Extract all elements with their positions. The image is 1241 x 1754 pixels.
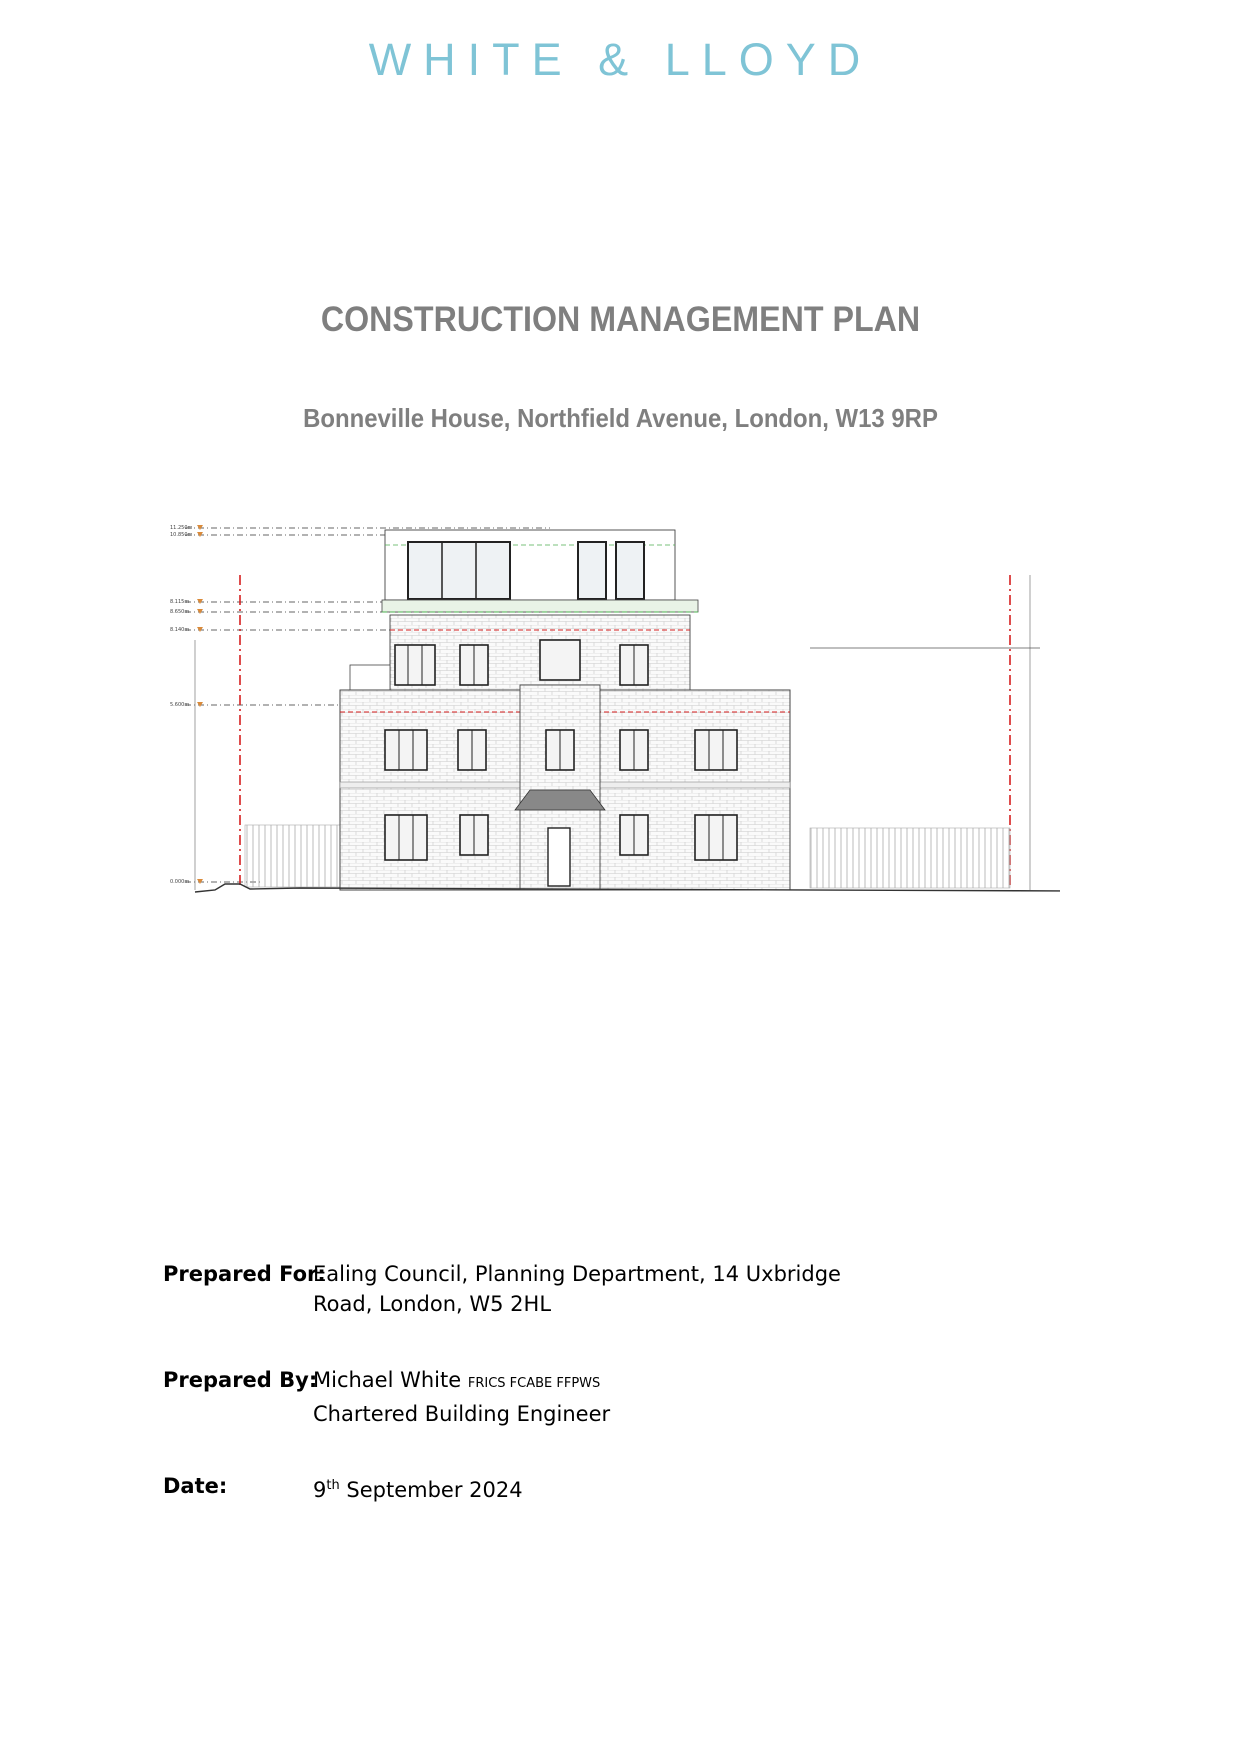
level-label: 0.000m	[170, 879, 190, 885]
prepared-by-credentials: FRICS FCABE FFPWS	[467, 1376, 601, 1391]
date-rest: September 2024	[339, 1478, 523, 1502]
date-suffix: th	[326, 1478, 340, 1493]
level-label: 8.140m	[170, 627, 190, 633]
date-label: Date:	[163, 1474, 228, 1498]
prepared-by-name: Michael White	[313, 1368, 462, 1392]
document-title: CONSTRUCTION MANAGEMENT PLAN	[320, 300, 921, 339]
level-label: 5.600m	[170, 702, 190, 708]
level-label: 11.250m	[170, 525, 193, 531]
prepared-for-label: Prepared For:	[163, 1262, 326, 1286]
document-subtitle: Bonneville House, Northfield Avenue, London, W13 9RP	[303, 403, 938, 433]
date-day: 9	[313, 1478, 327, 1502]
prepared-for-value: Ealing Council, Planning Department, 14 Uxbridge Road, London, W5 2HL	[313, 1262, 841, 1316]
level-label: 8.650m	[170, 609, 190, 615]
prepared-by-label: Prepared By:	[163, 1368, 318, 1392]
prepared-by-role: Chartered Building Engineer	[313, 1402, 611, 1426]
company-logo: WHITE & LLOYD	[368, 34, 873, 85]
building-elevation-drawing	[160, 520, 1060, 940]
level-label: 10.850m	[170, 532, 193, 538]
level-label: 8.115m	[170, 599, 190, 605]
